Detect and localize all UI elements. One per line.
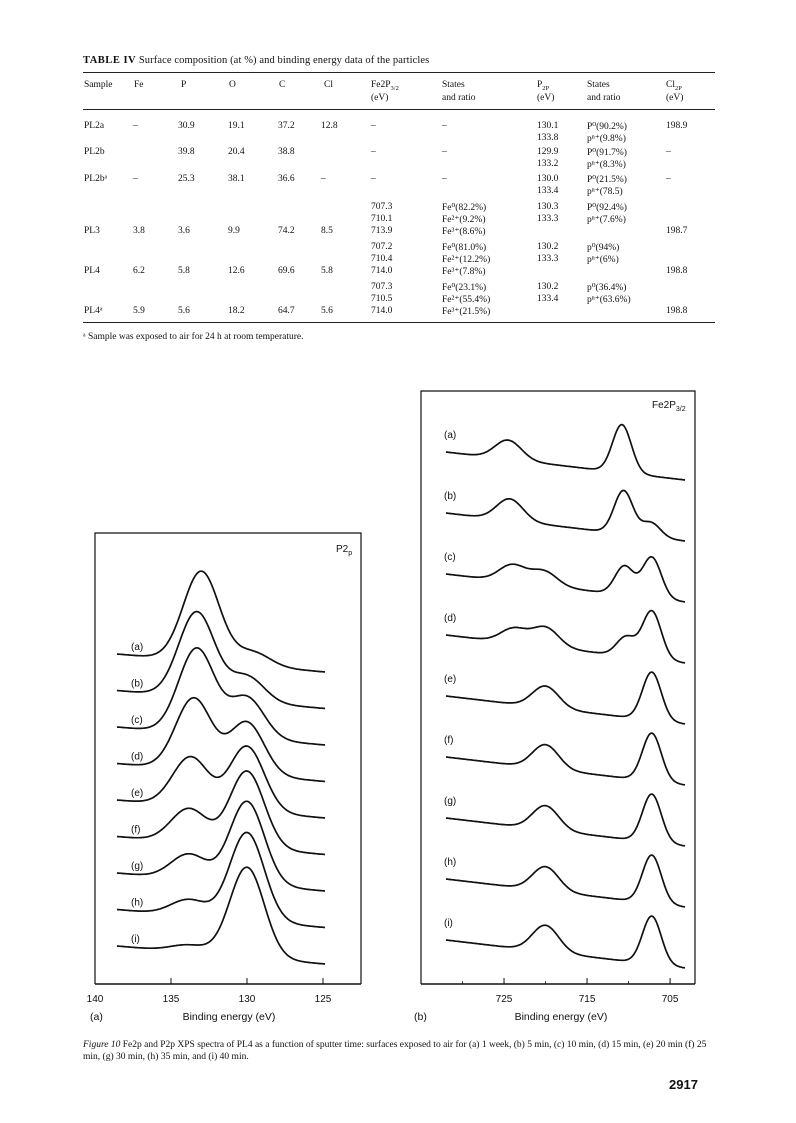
- table-caption: [83, 55, 429, 66]
- spectrum-line-a: [446, 425, 685, 480]
- cell-p-state: P⁰(91.7%): [587, 148, 627, 158]
- cell-fe: 5.9: [133, 306, 145, 317]
- cell-fe-state: Fe³⁺(21.5%): [442, 307, 491, 318]
- cell-sample: PL3: [84, 226, 100, 237]
- spectrum-line-h: [446, 855, 685, 907]
- series-label: (b): [131, 678, 144, 690]
- cell-p-be: 130.1: [537, 121, 559, 131]
- plot-title: $Fe2P_{3/2}$: [652, 400, 686, 413]
- cell-p: 25.3: [178, 174, 195, 184]
- cell-cl-be: 198.8: [666, 306, 688, 317]
- cell-p-be: 133.3: [537, 254, 559, 264]
- cell-o: 38.1: [228, 174, 245, 184]
- header-fe: Fe: [134, 80, 144, 90]
- cell-fe-be: –: [371, 121, 376, 131]
- cell-fe-state: –: [442, 174, 447, 184]
- x-tick-label: 140: [86, 994, 104, 1005]
- cell-cl: 5.8: [321, 266, 333, 277]
- figure-caption-text: Fe2p and P2p XPS spectra of PL4 as a function of sputter time: surfaces exposed to air for (a) 1 week, (b) 5 min, (c) 10 min, (d) 15 min, (e) 20 min (f) 25 min, (g) 30 min, (h) 35 min, and (i) 40 min.: [83, 1040, 707, 1062]
- header-sample: Sample: [84, 80, 113, 90]
- cell-p-state: pⁿ⁺(63.6%): [587, 295, 631, 305]
- series-label: (f): [131, 824, 141, 836]
- cell-o: 18.2: [228, 306, 245, 317]
- spectrum-line-f: [117, 771, 325, 855]
- cell-fe-state: Fe²⁺(12.2%): [442, 255, 491, 265]
- cell-cl-be: –: [666, 174, 671, 184]
- header-o: O: [229, 80, 236, 90]
- header-p2p: $P_{2P}$: [537, 80, 550, 92]
- header-cl2p: $Cl_{2P}$: [666, 80, 682, 92]
- series-label: (f): [444, 735, 454, 746]
- cell-cl-be: 198.9: [666, 121, 688, 131]
- cell-fe-state: –: [442, 121, 447, 131]
- spectrum-line-g: [446, 794, 685, 846]
- cell-sample: PL2a: [84, 121, 105, 131]
- cell-sample: PL4ᵃ: [84, 306, 103, 317]
- cell-sample: PL2bᵃ: [84, 174, 108, 184]
- cell-fe-be: 713.9: [371, 226, 393, 237]
- spectrum-line-b: [117, 612, 325, 709]
- series-label: (g): [444, 796, 457, 807]
- cell-fe-be: 707.2: [371, 241, 393, 252]
- cell-p-state: P⁰(90.2%): [587, 122, 627, 132]
- x-tick-label: 705: [661, 994, 679, 1005]
- cell-fe-state: Fe³⁺(8.6%): [442, 227, 486, 238]
- cell-p: 30.9: [178, 121, 195, 131]
- series-label: (d): [131, 751, 144, 763]
- cell-fe: 6.2: [133, 266, 145, 277]
- cell-p-state: p⁰(94%): [587, 242, 620, 253]
- header-fe2p: $Fe2P_{3/2}$: [371, 80, 399, 92]
- cell-cl-be: –: [666, 147, 671, 157]
- spectrum-line-f: [446, 733, 685, 785]
- header-p-states-2: and ratio: [587, 93, 621, 103]
- table-top-rule: [83, 72, 715, 73]
- series-label: (g): [131, 861, 144, 872]
- cell-o: 20.4: [228, 147, 245, 157]
- x-tick-label: 715: [578, 994, 596, 1005]
- cell-c: 37.2: [278, 121, 295, 131]
- spectrum-line-c: [117, 648, 325, 745]
- cell-o: 12.6: [228, 266, 245, 277]
- cell-p-state: pⁿ⁺(7.6%): [587, 215, 626, 225]
- x-tick-label: 725: [495, 994, 513, 1005]
- cell-cl-be: 198.7: [666, 226, 688, 237]
- header-c: C: [279, 80, 286, 90]
- series-label: (i): [444, 918, 453, 929]
- cell-p-be: 133.4: [537, 186, 559, 197]
- cell-p: 39.8: [178, 147, 195, 157]
- series-label: (h): [444, 857, 457, 868]
- cell-p-state: pⁿ⁺(6%): [587, 255, 619, 265]
- header-cl2p-unit: (eV): [666, 93, 684, 103]
- cell-c: 74.2: [278, 226, 295, 237]
- spectrum-line-b: [446, 491, 685, 542]
- cell-sample: PL2b: [84, 147, 105, 157]
- cell-fe-state: –: [442, 147, 447, 157]
- series-label: (a): [131, 642, 144, 653]
- figure-number: Figure 10: [83, 1040, 121, 1050]
- header-fe-states-2: and ratio: [442, 93, 476, 103]
- header-p: P: [181, 80, 187, 90]
- x-axis-label: Binding energy (eV): [514, 1011, 608, 1023]
- cell-fe-be: 707.3: [371, 281, 393, 292]
- cell-cl: –: [321, 174, 326, 184]
- spectrum-line-c: [446, 557, 685, 602]
- cell-p-be: 130.0: [537, 174, 559, 184]
- cell-p-be: 133.3: [537, 214, 559, 224]
- cell-fe-state: Fe³⁺(7.8%): [442, 267, 486, 278]
- cell-fe-state: Fe⁰(82.2%): [442, 202, 487, 213]
- page-number: 2917: [669, 1077, 698, 1092]
- cell-fe-state: Fe⁰(81.0%): [442, 242, 487, 253]
- fe2p-spectra-panel: [414, 391, 695, 1023]
- p2p-spectra-panel: [87, 533, 361, 1023]
- cell-p-be: 129.9: [537, 147, 559, 157]
- cell-c: 36.6: [278, 174, 295, 184]
- cell-fe: –: [133, 174, 138, 184]
- series-label: (e): [131, 788, 144, 799]
- cell-c: 64.7: [278, 306, 295, 317]
- cell-p: 5.6: [178, 306, 190, 317]
- cell-sample: PL4: [84, 266, 100, 277]
- cell-cl: 8.5: [321, 226, 333, 237]
- cell-p: 5.8: [178, 266, 190, 277]
- cell-fe-be: 714.0: [371, 306, 393, 317]
- cell-c: 69.6: [278, 266, 295, 277]
- series-label: (a): [444, 430, 457, 441]
- series-label: (c): [131, 715, 143, 726]
- spectrum-line-d: [446, 611, 685, 663]
- cell-fe-be: 710.1: [371, 214, 393, 224]
- x-tick-label: 125: [314, 994, 332, 1005]
- cell-c: 38.8: [278, 147, 295, 157]
- header-fe-states: States: [442, 80, 465, 90]
- x-tick-label: 135: [162, 994, 180, 1005]
- spectrum-line-e: [117, 746, 325, 818]
- table-header-rule: [83, 109, 715, 110]
- cell-o: 9.9: [228, 226, 240, 237]
- cell-p-state: P⁰(92.4%): [587, 202, 627, 213]
- header-cl: Cl: [324, 80, 333, 90]
- header-p-states: States: [587, 80, 610, 90]
- cell-fe-be: –: [371, 174, 376, 184]
- spectrum-line-h: [117, 833, 325, 928]
- figure-caption: [83, 1039, 718, 1063]
- series-label: (d): [444, 613, 457, 624]
- cell-cl: 5.6: [321, 306, 333, 317]
- cell-p-be: 133.8: [537, 133, 559, 144]
- cell-fe: –: [133, 121, 138, 131]
- spectrum-line-d: [117, 698, 325, 782]
- cell-p-be: 133.2: [537, 159, 559, 170]
- header-fe2p-unit: (eV): [371, 93, 389, 103]
- plot-frame: [421, 391, 695, 984]
- spectrum-line-i: [117, 867, 325, 964]
- table-footnote: ᵃ Sample was exposed to air for 24 h at room temperature.: [83, 332, 304, 342]
- cell-fe-state: Fe⁰(23.1%): [442, 282, 487, 293]
- figure-10: [0, 380, 796, 1040]
- cell-p-state: P⁰(21.5%): [587, 175, 627, 185]
- cell-fe: 3.8: [133, 226, 145, 237]
- x-axis-label: Binding energy (eV): [182, 1011, 276, 1023]
- cell-fe-be: 710.5: [371, 294, 393, 304]
- cell-cl-be: 198.8: [666, 266, 688, 277]
- cell-fe-be: 714.0: [371, 266, 393, 277]
- table-bottom-rule: [83, 322, 715, 323]
- cell-fe-state: Fe²⁺(9.2%): [442, 215, 486, 225]
- table-title: Surface composition (at %) and binding energy data of the particles: [138, 55, 430, 66]
- cell-p-state: pⁿ⁺(9.8%): [587, 134, 626, 145]
- cell-p-state: p⁰(36.4%): [587, 282, 627, 293]
- cell-fe-be: 707.3: [371, 201, 393, 212]
- cell-p: 3.6: [178, 226, 190, 237]
- x-tick-label: 130: [238, 994, 256, 1005]
- table-number: TABLE IV: [83, 55, 137, 66]
- panel-label: (b): [414, 1011, 427, 1023]
- spectrum-line-i: [446, 916, 685, 968]
- panel-label: (a): [90, 1011, 103, 1023]
- series-label: (h): [131, 897, 144, 909]
- cell-p-state: pⁿ⁺(8.3%): [587, 160, 626, 171]
- cell-cl: 12.8: [321, 121, 338, 131]
- plot-title: $P2_p$: [336, 544, 353, 557]
- cell-p-state: pⁿ⁺(78.5): [587, 187, 623, 198]
- header-p2p-unit: (eV): [537, 93, 555, 103]
- cell-fe-be: –: [371, 147, 376, 157]
- cell-fe-state: Fe²⁺(55.4%): [442, 295, 491, 305]
- series-label: (b): [444, 491, 457, 502]
- cell-p-be: 133.4: [537, 294, 559, 304]
- series-label: (i): [131, 934, 140, 945]
- cell-fe-be: 710.4: [371, 254, 393, 264]
- cell-p-be: 130.2: [537, 241, 559, 252]
- series-label: (c): [444, 552, 456, 563]
- cell-p-be: 130.2: [537, 281, 559, 292]
- cell-p-be: 130.3: [537, 201, 559, 212]
- cell-o: 19.1: [228, 121, 245, 131]
- series-label: (e): [444, 674, 457, 685]
- spectrum-line-e: [446, 672, 685, 724]
